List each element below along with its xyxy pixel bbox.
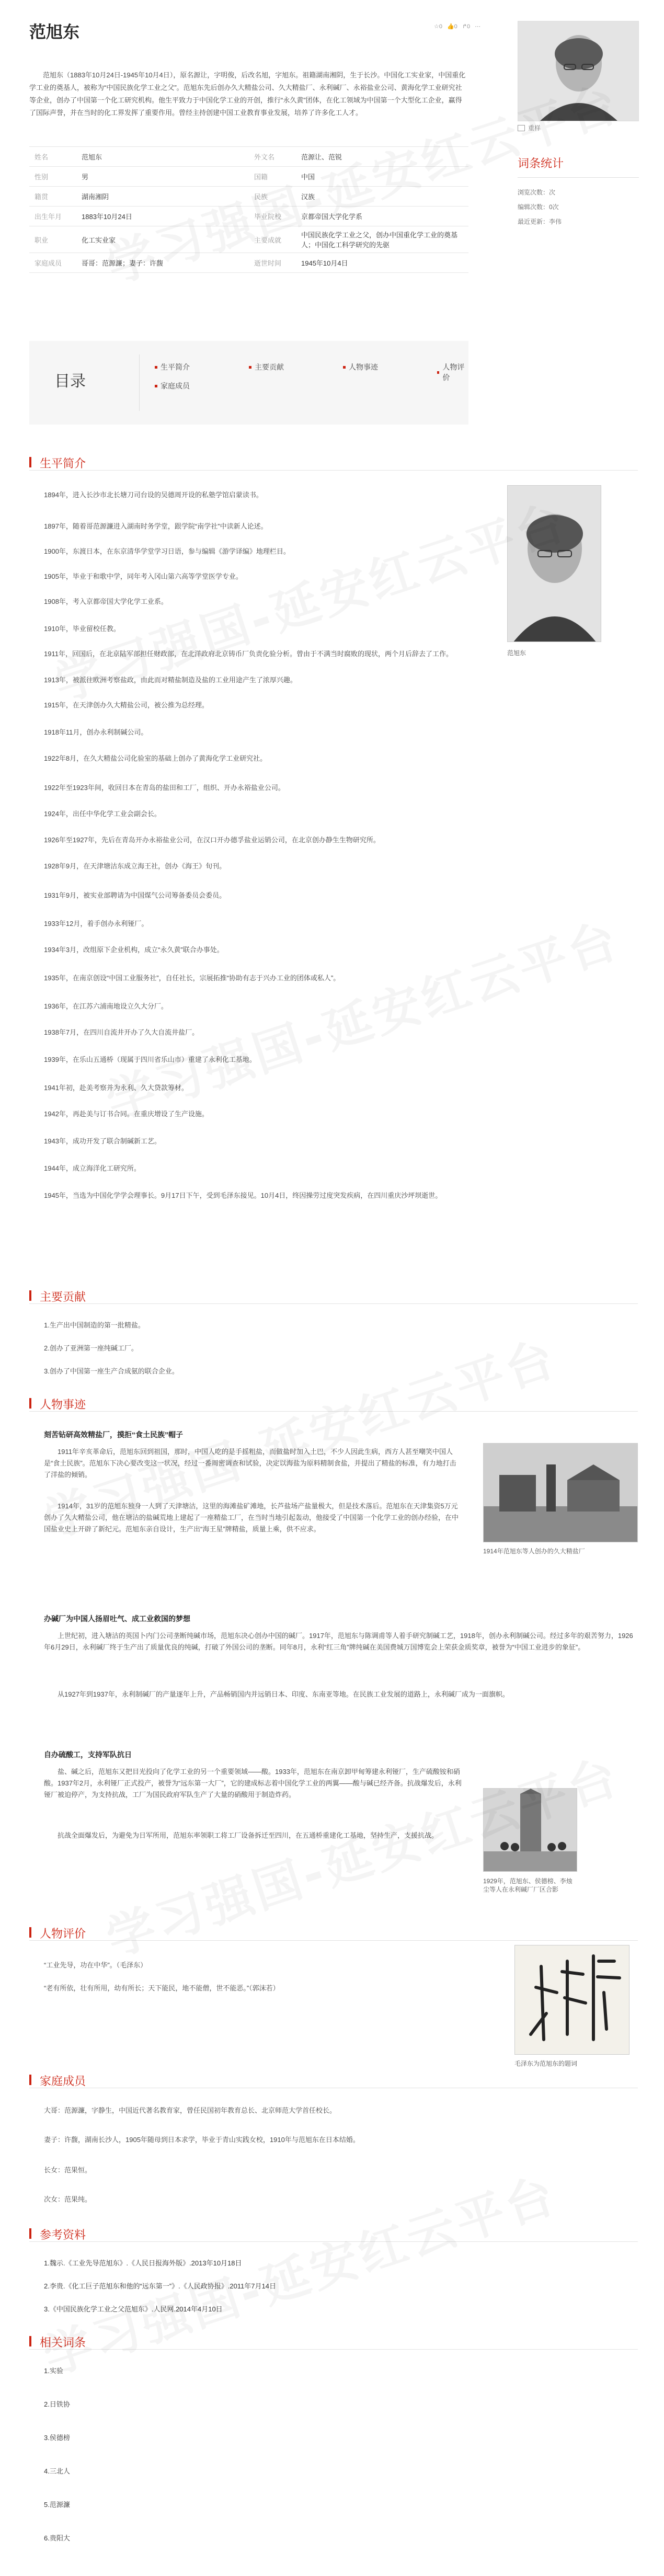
section-header-contrib <box>29 1287 638 1304</box>
info-key: 毕业院校 <box>249 207 296 226</box>
life-event: 1900年，东渡日本，在东京清华学堂学习日语，参与编辑《游学译编》地理栏目。 <box>44 547 290 555</box>
life-event: 1933年12月，着手创办永利铔厂。 <box>44 920 148 928</box>
favorite-icon[interactable]: ☆0 <box>434 24 442 30</box>
life-event: 1926年至1927年，先后在青岛开办永裕盐业公司，在汉口开办德孚盐业运销公司，在北京创办静生生物研究所。 <box>44 836 380 844</box>
life-event: 1913年，被派往欧洲考察盐政，由此而对精盐制造及盐的工业用途产生了浓厚兴趣。 <box>44 676 297 684</box>
info-key: 出生年月 <box>29 207 76 226</box>
section-title: 人物事迹 <box>40 1398 86 1411</box>
life-event: 1918年11月，创办永利制碱公司。 <box>44 728 148 736</box>
toc-item-label: 生平简介 <box>161 363 190 371</box>
section-header-life <box>29 454 638 471</box>
info-row <box>29 226 468 253</box>
life-event: 1928年9月，在天津塘沽东成立海王社，创办《海王》旬刊。 <box>44 862 226 870</box>
bullet-icon <box>343 366 346 369</box>
toc-item-life[interactable] <box>155 362 190 372</box>
info-value: 1883年10月24日 <box>76 207 249 226</box>
section-marker <box>29 2075 31 2085</box>
section-marker <box>29 2336 31 2346</box>
info-value: 范旭东 <box>76 147 249 167</box>
family-item: 长女：范果恒。 <box>44 2166 92 2174</box>
info-value: 1945年10月4日 <box>296 253 468 273</box>
info-row <box>29 207 468 226</box>
toc-item-label: 人物评价 <box>442 363 465 382</box>
info-key: 民族 <box>249 187 296 207</box>
related-entry-link[interactable]: 2.日铁协 <box>44 2400 70 2408</box>
life-event: 1938年7月，在四川自流井开办了久大自流井盐厂。 <box>44 1028 199 1036</box>
family-item: 大哥：范源濂，字静生，中国近代著名教育家，曾任民国初年教育总长、北京师范大学首任校长。 <box>44 2106 337 2114</box>
toc-label: 目录 <box>54 373 86 390</box>
contrib-item: 3.创办了中国第一座生产合成氨的联合企业。 <box>44 1367 179 1375</box>
info-key: 籍贯 <box>29 187 76 207</box>
life-event: 1945年，当选为中国化学学会理事长。9月17日下午，受到毛泽东接见。10月4日，终因操劳过度突发疾病，在四川重庆沙坪坝逝世。 <box>44 1192 442 1199</box>
section-header-family <box>29 2071 638 2088</box>
toc-item-eval[interactable] <box>437 362 468 383</box>
watermark <box>34 2157 565 2388</box>
info-value: 男 <box>76 167 249 187</box>
toc-divider <box>139 354 140 411</box>
bullet-icon <box>437 371 439 374</box>
family-item: 妻子：许馥，湖南长沙人，1905年随母到日本求学，毕业于青山实践女校，1910年与范旭东在日本结婚。 <box>44 2136 360 2144</box>
stats-views: 浏览次数：次 <box>518 189 556 196</box>
life-event: 1908年，考入京都帝国大学化学工业系。 <box>44 598 168 605</box>
contrib-item: 2.创办了亚洲第一座纯碱工厂。 <box>44 1344 138 1352</box>
info-row <box>29 147 468 167</box>
info-row <box>29 253 468 273</box>
calligraphy-image <box>514 1945 629 2055</box>
deeds-paragraph: 抗战全面爆发后，为避免为日军所用，范旭东率领职工将工厂设备拆迁至四川，在五通桥重建化工基地，坚持生产，支援抗战。 <box>58 1831 439 1839</box>
info-key: 逝世时间 <box>249 253 296 273</box>
related-entry-link[interactable]: 3.侯德榜 <box>44 2434 70 2442</box>
life-event: 1905年，毕业于和歌中学，同年考入冈山第六高等学堂医学专业。 <box>44 573 243 580</box>
info-table <box>29 146 468 273</box>
info-value: 京都帝国大学化学系 <box>296 207 468 226</box>
section-header-related <box>29 2333 638 2350</box>
info-key: 姓名 <box>29 147 76 167</box>
section-marker <box>29 2228 31 2239</box>
contrib-item: 1.生产出中国制造的第一批精盐。 <box>44 1321 145 1329</box>
life-event: 1935年，在南京创设“中国工业服务社”，自任社长，宗展拓推“协助有志于兴办工业的团体或私人”。 <box>44 974 340 982</box>
toc-item-label: 人物事迹 <box>349 363 378 371</box>
stats-title: 词条统计 <box>518 155 639 178</box>
info-key: 主要成就 <box>249 226 296 253</box>
deeds-subtitle-1: 刻苦钻研高效精盐厂，摸拒“食土民族”帽子 <box>44 1430 183 1439</box>
section-title: 参考资料 <box>40 2228 86 2241</box>
bullet-icon <box>155 366 157 369</box>
deeds-subtitle-2: 办碱厂为中国人扬眉吐气、成工业救国的梦想 <box>44 1615 190 1623</box>
section-header-eval <box>29 1924 638 1941</box>
table-of-contents <box>29 341 468 425</box>
section-marker <box>29 1927 31 1938</box>
related-entry-link[interactable]: 4.三北人 <box>44 2467 70 2475</box>
like-icon[interactable]: 👍0 <box>447 24 457 30</box>
deeds-paragraph: 上世纪初，进入塘沽的英国卜内门公司垄断纯碱市场，范旭东决心创办中国的碱厂。1917年，范旭东与陈调甫等人着手研究制碱工艺，1918年，创办永利制碱公司。经过多年的艰苦努力，1926年6月29日，永利碱厂终于生产出了质量优良的纯碱，打破了外国公司的垄断。同年8月，永利“红三角”牌纯碱在美国费城万国博览会上荣获金质奖章，被誉为“中国工业进步的象征”。 <box>44 1632 633 1651</box>
toc-item-label: 主要贡献 <box>255 363 284 371</box>
eval-quote: “工业先导，功在中华”。（毛泽东） <box>44 1961 147 1969</box>
info-key: 家庭成员 <box>29 253 76 273</box>
page-title: 范旭东 <box>29 22 80 41</box>
life-event: 1939年，在乐山五通桥（现属于四川省乐山市）重建了永利化工基地。 <box>44 1056 256 1063</box>
related-entry-link[interactable]: 6.贵阳大 <box>44 2534 70 2542</box>
info-row <box>29 187 468 207</box>
section-title: 家庭成员 <box>40 2075 86 2088</box>
life-event: 1922年至1923年间，收回日本在青岛的盐田和工厂，组织、开办永裕盐业公司。 <box>44 784 285 792</box>
portrait-caption <box>518 123 541 132</box>
share-icon[interactable]: ↱0 <box>462 24 471 30</box>
life-event: 1944年，成立海洋化工研究所。 <box>44 1164 141 1172</box>
life-event: 1934年3月，改组原下企业机构，成立“永久黄”联合办事处。 <box>44 946 224 954</box>
info-value: 化工实业家 <box>76 226 249 253</box>
more-icon[interactable]: ⋯ <box>475 24 481 30</box>
portrait-caption-text: 重样 <box>528 124 541 132</box>
info-value: 中国民族化学工业之父，创办中国重化学工业的奠基人；中国化工科学研究的先驱 <box>296 226 468 253</box>
family-item: 次女：范果纯。 <box>44 2195 92 2203</box>
toc-item-label: 家庭成员 <box>161 382 190 390</box>
section-title: 主要贡献 <box>40 1290 86 1303</box>
group-photo-caption: 1929年，范旭东、侯德榜、李烛尘等人在永利碱厂厂区合影 <box>483 1877 573 1893</box>
eval-quote: “老有所依，壮有所用，幼有所长；天下能民，地不能僧，世不能恶。”（郭沫若） <box>44 1984 280 1992</box>
watermark <box>97 902 627 1133</box>
info-value: 汉族 <box>296 187 468 207</box>
life-event: 1897年，随着哥范源濂进入湖南时务学堂，跟学院“南学社”中读新人论述。 <box>44 522 268 530</box>
bullet-icon <box>249 366 251 369</box>
info-key: 职业 <box>29 226 76 253</box>
info-row <box>29 167 468 187</box>
life-event: 1911年，回国后，在北京陆军部担任财政部，在北洋政府北京铸币厂负责化验分析。曾由于不满当时腐败的现状，两个月后辞去了工作。 <box>44 650 453 658</box>
section-marker <box>29 457 31 467</box>
section-marker <box>29 1290 31 1301</box>
related-entry-link[interactable]: 5.范源濂 <box>44 2501 70 2509</box>
toc-item-contrib[interactable] <box>249 362 284 372</box>
title-row <box>29 19 79 43</box>
related-entry-link[interactable]: 1.实验 <box>44 2367 63 2375</box>
intro-paragraph: 范旭东（1883年10月24日-1945年10月4日），原名源让，字明俊，后改名旭，字旭东。祖籍湖南湘阴，生于长沙。中国化工实业家，中国重化学工业的奠基人，被称为“中国民族化学工业之父”。范旭东先后创办久大精盐公司、久大精盐厂、永利碱厂、永裕盐业公司、黄海化学工业研究社等企业，创办了中国第一个化工研究机构。他生平致力于中国化学工业的开创，推行“永久黄”团体，在化工领域为中国第一个大型化工企业，赢得了国际声誉，并在当时的化工界发挥了重要作用。曾经主持创建中国工业教育事业发展，培养了许多化工人才。 <box>29 71 466 117</box>
reference-link[interactable]: 1.魏示.《工业先导范旭东》.《人民日报海外版》.2013年10月18日 <box>44 2259 242 2267</box>
portrait-image <box>518 21 639 121</box>
deeds-paragraph: 盐、碱之后，范旭东又把目光投向了化学工业的另一个重要领域——酸。1933年，范旭东在南京卸甲甸筹建永利铔厂，生产硫酸铵和硝酸。1937年2月，永利铔厂正式投产，被誉为“远东第一大厂”，它的建成标志着中国化学工业的两翼——酸与碱已经齐备。抗战爆发后，永利铔厂被迫停产，为支持抗战，工厂为国民政府军队生产了大量的硝酸用于制造炸药。 <box>44 1768 462 1799</box>
toc-item-family[interactable] <box>155 381 190 391</box>
group-photo <box>483 1788 577 1872</box>
deeds-paragraph: 1914年，31岁的范旭东独身一人到了天津塘沽，这里的海滩盐矿滩地，长芦盐场产盐量极大，但是技术落后。范旭东在天津集资5万元创办了久大精盐公司，他在塘沽的盐碱荒地上建起了一座精盐工厂，在当时当地引起轰动，他接受了中国第一个化学工业的创办经验，在中国盐业史上开辟了新纪元。范旭东亲自设计，生产出“海王星”牌精盐，质量上乘，供不应求。 <box>44 1502 459 1533</box>
life-event: 1910年，毕业留校任教。 <box>44 625 120 633</box>
action-bar <box>434 23 480 30</box>
life-event: 1915年，在天津创办久大精盐公司，被公推为总经理。 <box>44 701 209 709</box>
info-value: 哥哥：范源濂；妻子：许馥 <box>76 253 249 273</box>
life-photo <box>507 485 601 642</box>
section-title: 生平简介 <box>40 457 86 470</box>
deeds-subtitle-3: 自办硫酸工，支持军队抗日 <box>44 1750 132 1759</box>
info-value: 中国 <box>296 167 468 187</box>
section-header-refs <box>29 2225 638 2242</box>
info-key: 外文名 <box>249 147 296 167</box>
stats-edits: 编辑次数：0次 <box>518 203 559 211</box>
toc-item-deeds[interactable] <box>343 362 378 372</box>
section-marker <box>29 1398 31 1409</box>
deeds-paragraph: 1911年辛亥革命后，范旭东回到祖国，那时，中国人吃的是手摇粗盐，而做盐时加入土巴，不少人因此生病，西方人甚至嘲笑中国人是“食土民族”。范旭东下决心要改变这一状况，经过一番周密调查和试验，决定以海盐为原料精制食盐，并提出了精盐的标准，有力地打击了洋盐的倾销。 <box>44 1448 456 1479</box>
deeds-paragraph: 从1927年到1937年，永利制碱厂的产量逐年上升，产品畅销国内并远销日本、印度、东南亚等地。在民族工业发展的道路上，永利碱厂成为一面旗帜。 <box>58 1690 509 1698</box>
factory-photo <box>483 1443 638 1542</box>
section-header-deeds <box>29 1395 638 1412</box>
life-event: 1894年，进入长沙市北长塘刀司台设的吴德周开设的私塾学馆启蒙读书。 <box>44 491 263 499</box>
info-value: 湖南湘阴 <box>76 187 249 207</box>
life-photo-caption: 范旭东 <box>507 649 526 657</box>
life-event: 1931年9月，被实业部聘请为中国煤气公司筹备委员会委员。 <box>44 891 226 899</box>
info-key: 国籍 <box>249 167 296 187</box>
info-value: 范源让、范锐 <box>296 147 468 167</box>
stats-updated: 最近更新：李伟 <box>518 218 562 225</box>
factory-photo-caption: 1914年范旭东等人创办的久大精盐厂 <box>483 1548 585 1555</box>
calligraphy-caption: 毛泽东为范旭东的题词 <box>514 2060 578 2067</box>
section-title: 人物评价 <box>40 1927 86 1940</box>
reference-link[interactable]: 2.李贵.《化工巨子范旭东和他的“远东第一”》.《人民政协报》.2011年7月14日 <box>44 2282 276 2290</box>
life-event: 1922年8月，在久大精盐公司化验室的基础上创办了黄海化学工业研究社。 <box>44 754 267 762</box>
life-event: 1943年，成功开发了联合制碱新工艺。 <box>44 1137 161 1145</box>
life-event: 1942年，再赴美与订书合同。在重庆增设了生产设施。 <box>44 1110 209 1118</box>
bullet-icon <box>155 385 157 387</box>
life-event: 1924年，出任中华化学工业会副会长。 <box>44 810 161 818</box>
section-title: 相关词条 <box>40 2336 86 2349</box>
info-key: 性别 <box>29 167 76 187</box>
stats-panel <box>518 155 639 229</box>
image-icon <box>518 125 525 131</box>
life-event: 1936年，在江苏六浦南地设立久大分厂。 <box>44 1002 168 1010</box>
life-event: 1941年初，赴美考察并为永利、久大贷款筹材。 <box>44 1084 188 1092</box>
reference-link[interactable]: 3.《中国民族化学工业之父范旭东》.人民网.2014年4月10日 <box>44 2305 223 2313</box>
